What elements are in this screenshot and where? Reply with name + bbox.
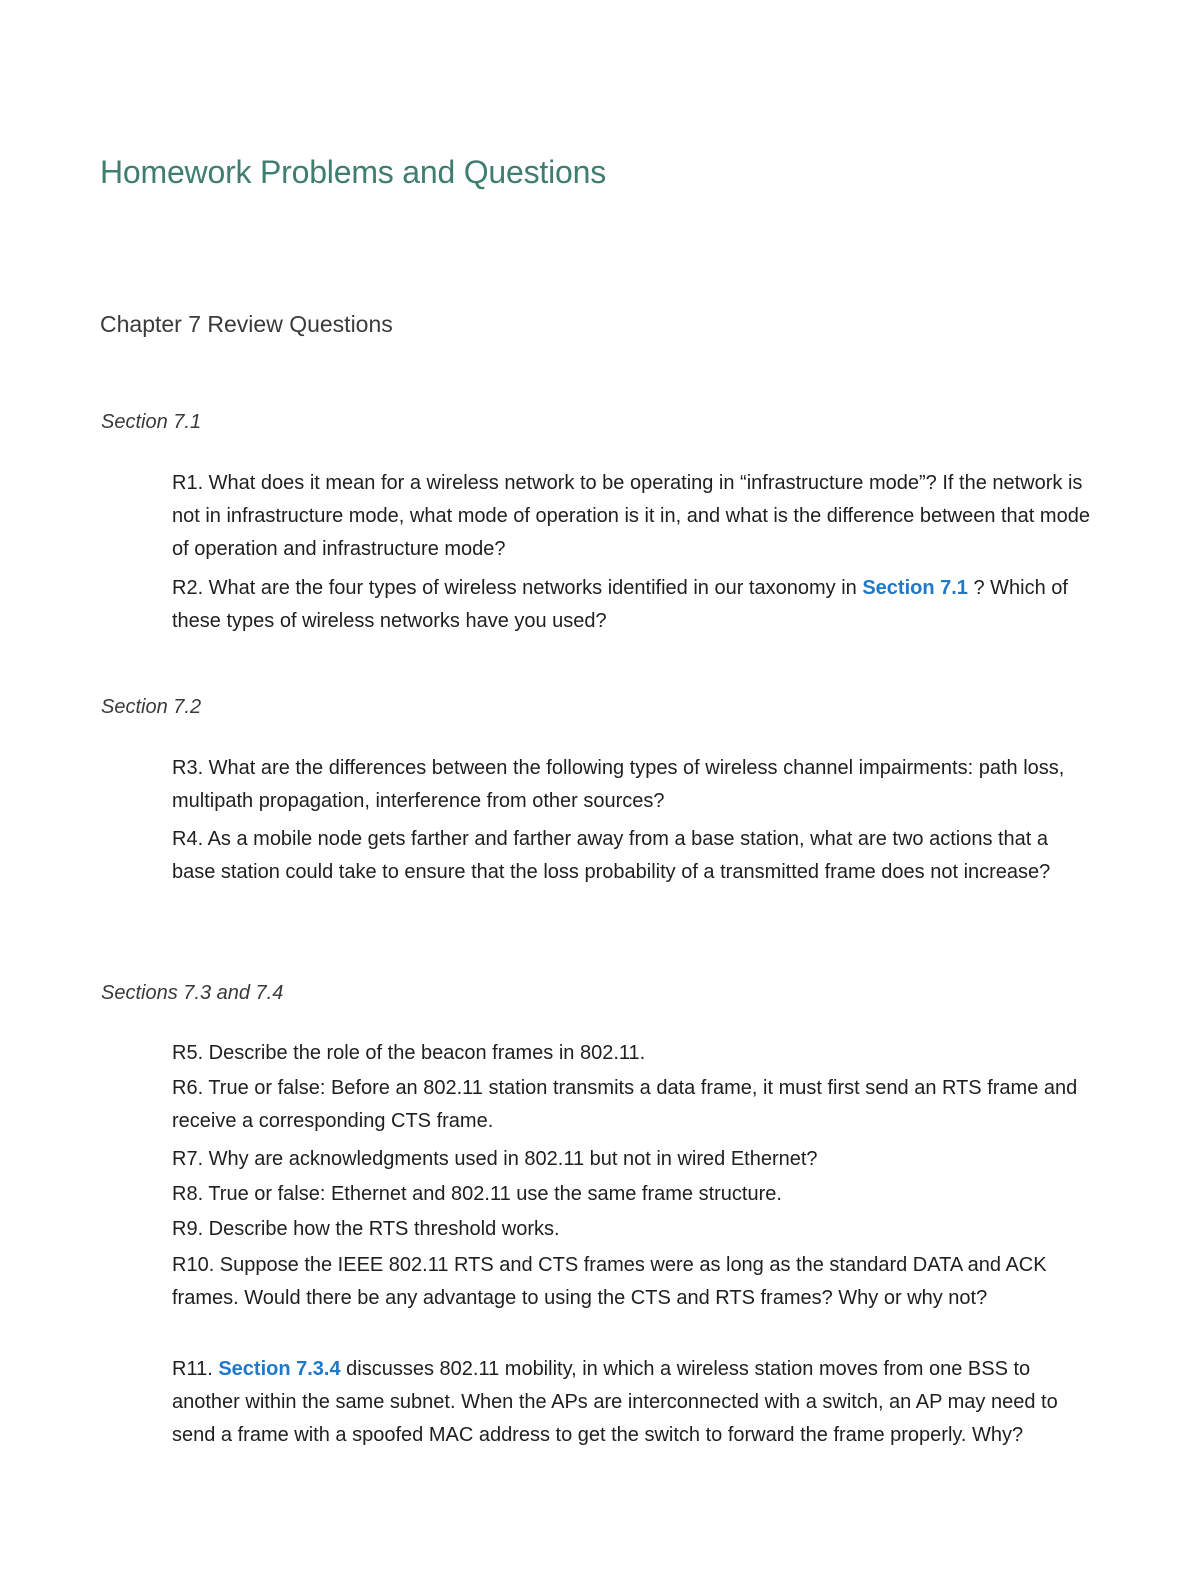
question-r6: R6. True or false: Before an 802.11 station transmits a data frame, it must first send an RTS frame and receive a corresponding CTS frame.: [172, 1077, 1078, 1132]
question-r1: R1. What does it mean for a wireless network to be operating in “infrastructure mode”? If the network is not in infrastructure mode, what mode of operation is it in, and what is the difference between that mode of operation and infrastructure mode?: [172, 472, 1090, 560]
question-text: ? Which of these types of wireless networks have you used?: [172, 577, 1068, 632]
section-link[interactable]: Section 7.3.4: [218, 1358, 341, 1380]
section-link[interactable]: Section 7.1: [862, 577, 968, 599]
page-title: Homework Problems and Questions: [100, 154, 607, 190]
question-r5: R5. Describe the role of the beacon frames in 802.11.: [172, 1042, 646, 1064]
question-r7: R7. Why are acknowledgments used in 802.11 but not in wired Ethernet?: [172, 1148, 818, 1170]
question-r3: R3. What are the differences between the following types of wireless channel impairments: path loss, multipath propagation, interference from other sources?: [172, 757, 1065, 812]
question-r2: [172, 572, 1092, 638]
section-heading: Sections 7.3 and 7.4: [101, 982, 284, 1004]
question-r4: R4. As a mobile node gets farther and farther away from a base station, what are two actions that a base station could take to ensure that the loss probability of a transmitted frame does not increase?: [172, 828, 1051, 883]
question-r11: [172, 1353, 1092, 1452]
question-text: discusses 802.11 mobility, in which a wireless station moves from one BSS to another within the same subnet. When the APs are interconnected with a switch, an AP may need to send a frame with a spoofed MAC address to get the switch to forward the frame properly. Why?: [172, 1358, 1058, 1446]
chapter-heading: Chapter 7 Review Questions: [100, 311, 393, 337]
question-r9: R9. Describe how the RTS threshold works.: [172, 1218, 560, 1240]
question-text: R2. What are the four types of wireless networks identified in our taxonomy in: [172, 577, 863, 599]
question-text: R11.: [172, 1358, 219, 1380]
question-r10: R10. Suppose the IEEE 802.11 RTS and CTS frames were as long as the standard DATA and ACK frames. Would there be any advantage to using the CTS and RTS frames? Why or why not?: [172, 1254, 1047, 1309]
section-heading: Section 7.2: [101, 696, 202, 718]
question-r8: R8. True or false: Ethernet and 802.11 use the same frame structure.: [172, 1183, 782, 1205]
section-heading: Section 7.1: [101, 411, 202, 433]
